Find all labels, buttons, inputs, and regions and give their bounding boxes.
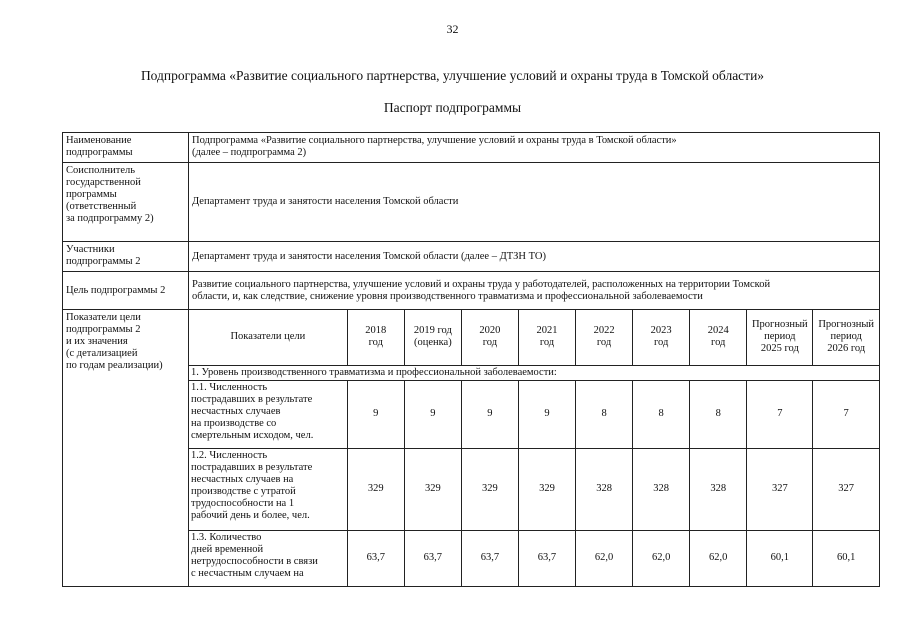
header-2020: 2020 год <box>461 310 518 365</box>
indicator-value: 9 <box>518 380 575 448</box>
indicator-value: 63,7 <box>461 530 518 586</box>
indicators-section-row <box>189 365 879 380</box>
indicators-cell <box>189 310 880 587</box>
indicators-table <box>189 310 879 586</box>
indicator-value: 62,0 <box>633 530 690 586</box>
label-coexecutor: Соисполнитель государственной программы (ответственный за подпрограмму 2) <box>63 163 189 242</box>
label-goal: Цель подпрограммы 2 <box>63 272 189 310</box>
label-name: Наименование подпрограммы <box>63 133 189 163</box>
header-2021: 2021 год <box>518 310 575 365</box>
document-title: Подпрограмма «Развитие социального партнерства, улучшение условий и охраны труда в Томской области» <box>140 68 765 83</box>
indicator-value: 328 <box>633 448 690 530</box>
indicator-value: 9 <box>461 380 518 448</box>
label-participants: Участники подпрограммы 2 <box>63 242 189 272</box>
indicator-value: 8 <box>576 380 633 448</box>
table-row <box>189 530 879 586</box>
row-indicators <box>63 310 880 587</box>
indicator-value: 7 <box>747 380 813 448</box>
indicator-value: 62,0 <box>576 530 633 586</box>
indicator-name: 1.2. Численность пострадавших в результате несчастных случаев на производстве с утратой трудоспособности на 1 рабочий день и более, чел. <box>189 448 347 530</box>
indicator-value: 328 <box>690 448 747 530</box>
value-name: Подпрограмма «Развитие социального партнерства, улучшение условий и охраны труда в Томской области» (далее – подпрограмма 2) <box>189 133 880 163</box>
header-2026: Прогнозный период 2026 год <box>813 310 879 365</box>
header-2019: 2019 год (оценка) <box>404 310 461 365</box>
indicator-name: 1.1. Численность пострадавших в результате несчастных случаев на производстве со смертельным исходом, чел. <box>189 380 347 448</box>
label-indicators: Показатели цели подпрограммы 2 и их значения (с детализацией по годам реализации) <box>63 310 189 587</box>
section-heading: 1. Уровень производственного травматизма и профессиональной заболеваемости: <box>189 365 879 380</box>
header-indicator-name: Показатели цели <box>189 310 347 365</box>
page-number: 32 <box>446 22 459 36</box>
header-2023: 2023 год <box>633 310 690 365</box>
indicator-value: 8 <box>690 380 747 448</box>
value-participants: Департамент труда и занятости населения Томской области (далее – ДТЗН ТО) <box>189 242 880 272</box>
row-name <box>63 133 880 163</box>
indicator-value: 63,7 <box>518 530 575 586</box>
document-subtitle: Паспорт подпрограммы <box>383 100 522 115</box>
table-row <box>189 380 879 448</box>
header-2024: 2024 год <box>690 310 747 365</box>
indicators-header-row <box>189 310 879 365</box>
value-goal: Развитие социального партнерства, улучшение условий и охраны труда у работодателей, расположенных на территории Томской области, и, как следствие, снижение уровня производственного травматизма и профессиональной заболеваемости <box>189 272 880 310</box>
row-participants <box>63 242 880 272</box>
indicator-value: 329 <box>404 448 461 530</box>
indicator-value: 327 <box>813 448 879 530</box>
header-2018: 2018 год <box>347 310 404 365</box>
value-coexecutor: Департамент труда и занятости населения Томской области <box>189 163 880 242</box>
indicator-name: 1.3. Количество дней временной нетрудоспособности в связи с несчастным случаем на <box>189 530 347 586</box>
row-coexecutor <box>63 163 880 242</box>
row-goal <box>63 272 880 310</box>
indicator-value: 63,7 <box>404 530 461 586</box>
indicator-value: 328 <box>576 448 633 530</box>
indicator-value: 60,1 <box>747 530 813 586</box>
header-2022: 2022 год <box>576 310 633 365</box>
indicator-value: 329 <box>347 448 404 530</box>
indicator-value: 62,0 <box>690 530 747 586</box>
table-row <box>189 448 879 530</box>
indicator-value: 63,7 <box>347 530 404 586</box>
indicator-value: 329 <box>461 448 518 530</box>
indicator-value: 9 <box>404 380 461 448</box>
indicator-value: 60,1 <box>813 530 879 586</box>
indicator-value: 7 <box>813 380 879 448</box>
indicator-value: 327 <box>747 448 813 530</box>
header-2025: Прогнозный период 2025 год <box>747 310 813 365</box>
indicator-value: 329 <box>518 448 575 530</box>
indicator-value: 8 <box>633 380 690 448</box>
indicator-value: 9 <box>347 380 404 448</box>
passport-table <box>62 132 880 587</box>
